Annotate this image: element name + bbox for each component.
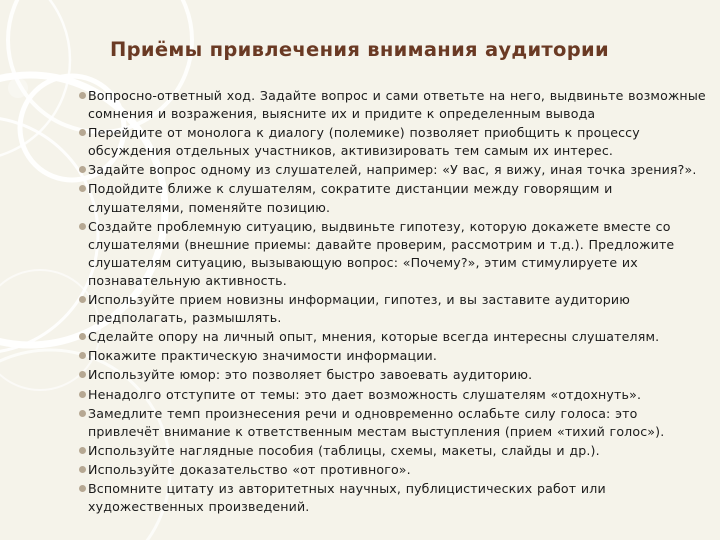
bullet-dot-icon [79,223,86,230]
bullet-text: Используйте прием новизны информации, гипотез, и вы заставите аудиторию предполагать, размышлять. [88,292,631,326]
bullet-dot-icon [79,447,86,454]
bullet-item [79,442,711,460]
bullet-dot-icon [79,391,86,398]
bullet-text: Используйте юмор: это позволяет быстро завоевать аудиторию. [88,367,533,383]
bullet-item [79,124,711,160]
bullet-item [79,480,711,516]
bullet-text: Сделайте опору на личный опыт, мнения, которые всегда интересны слушателям. [88,329,660,345]
bullet-item [79,461,711,479]
bullet-text: Перейдите от монолога к диалогу (полемике) позволяет приобщить к процессу обсуждения отдельных участников, активизировать тем самым их интерес. [88,125,640,159]
bullet-dot-icon [79,185,86,192]
bullet-item [79,218,711,290]
bullet-dot-icon [79,410,86,417]
bullet-text: Вопросно-ответный ход. Задайте вопрос и сами ответьте на него, выдвиньте возможные сомнения и возражения, выясните их и придите к определенным вывода [88,88,706,122]
bullet-list [79,87,711,517]
bullet-dot-icon [79,166,86,173]
bullet-dot-icon [79,296,86,303]
bullet-text: Замедлите темп произнесения речи и одновременно ослабьте силу голоса: это привлечёт внимание к ответственным местам выступления (прием «тихий голос»). [88,405,665,439]
bullet-dot-icon [79,371,86,378]
bullet-text: Покажите практическую значимости информации. [88,348,438,364]
slide-title: Приёмы привлечения внимания аудитории [110,38,609,61]
bullet-item [79,386,711,404]
bullet-item [79,347,711,365]
bullet-item [79,87,711,123]
bullet-text: Создайте проблемную ситуацию, выдвиньте гипотезу, которую докажете вместе со слушателями (внешние приемы: давайте проверим, рассмотрим и т.д.). Предложите слушателям ситуацию, вызывающую вопрос: «Почему?», этим стимулируете их познавательную активность. [88,218,675,288]
bullet-dot-icon [79,333,86,340]
bullet-item [79,161,711,179]
bullet-text: Используйте наглядные пособия (таблицы, схемы, макеты, слайды и др.). [88,442,600,458]
bullet-dot-icon [79,485,86,492]
bullet-dot-icon [79,352,86,359]
bullet-text: Задайте вопрос одному из слушателей, например: «У вас, я вижу, иная точка зрения?». [88,162,697,178]
bullet-text: Ненадолго отступите от темы: это дает возможность слушателям «отдохнуть». [88,386,642,402]
bullet-item [79,405,711,441]
bullet-item [79,291,711,327]
bullet-dot-icon [79,466,86,473]
bullet-item [79,328,711,346]
bullet-dot-icon [79,92,86,99]
bullet-text: Подойдите ближе к слушателям, сократите дистанции между говорящим и слушателями, поменяйте позицию. [88,181,613,215]
bullet-text: Используйте доказательство «от противного». [88,461,411,477]
bullet-text: Вспомните цитату из авторитетных научных, публицистических работ или художественных произведений. [88,480,606,515]
bullet-dot-icon [79,129,86,136]
bullet-item [79,366,711,384]
bullet-item [79,180,711,216]
